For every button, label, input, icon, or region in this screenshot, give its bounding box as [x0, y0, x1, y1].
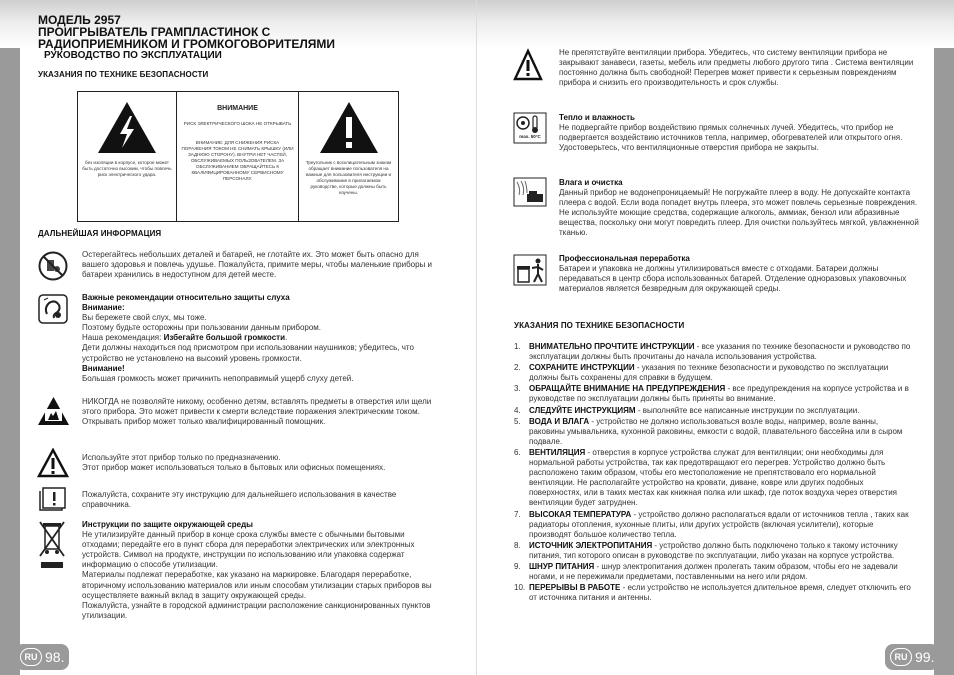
hearing-title: Важные рекомендации относительно защиты слуха [82, 293, 290, 302]
weee-bin-icon [38, 520, 66, 570]
recycle-title: Профессиональная переработка [559, 254, 690, 263]
safety-list-item [514, 406, 916, 416]
list-item-text: - указания по технике безопасности и руководство по эксплуатации должны быть сохранены для справки в будущем. [529, 363, 889, 383]
safety-list-item [514, 384, 916, 404]
list-item-text: - отверстия в корпусе устройства служат для вентиляции; они необходимы для нормальной работы устройства, так как предотвращают его перегрев. Устройство должно быть расположено таким образом, чтобы его местоположение не препятствовало его нормальной вентиляции. Не располагайте устройство на кровати, диване, ковре или других подобных поверхностях, или в таких местах как книжная полка или шкаф, где поток воздуха через отверстия вентиляции будет затруднен. [529, 447, 897, 508]
small-parts-text: Остерегайтесь небольших деталей и батарей, не глотайте их. Это может быть опасно для вашего здоровья и повлечь удушье. Пожалуйста, примите меры, чтобы маленькие приборы и батареи хранились в недоступном для детей месте. [82, 250, 432, 280]
no-insert-text: НИКОГДА не позволяйте никому, особенно детям, вставлять предметы в отверстия или щели этого прибора. Это может привести к смерти вследствие поражения электрическим током. Открывать прибор может только квалифицированный помощник. [82, 397, 432, 427]
list-item-number: 8. [514, 540, 521, 550]
right-side-bar [934, 48, 954, 675]
language-badge: RU [890, 648, 912, 666]
title-block [38, 14, 335, 61]
list-item-number: 7. [514, 509, 521, 519]
safety-list-item [514, 541, 916, 561]
list-item-number: 6. [514, 447, 521, 457]
hearing-text-1: Вы бережете свой слух, мы тоже. [82, 313, 207, 323]
list-item-title: ШНУР ПИТАНИЯ [529, 561, 595, 571]
list-item-number: 1. [514, 342, 521, 351]
hearing-text-2: Поэтому будьте осторожны при пользовании данным прибором. [82, 323, 322, 333]
environment-title: Инструкции по защите окружающей среды [82, 520, 253, 529]
warning-col-electric [78, 92, 176, 221]
page-number: 99. [915, 649, 935, 665]
list-item-text: - если устройство не используется длительное время, следует отключить его от источника питания и антенны. [529, 583, 911, 603]
recycling-icon [513, 254, 547, 286]
heat-block [559, 113, 919, 153]
manual-subtitle: РУКОВОДСТВО ПО ЭКСПЛУАТАЦИИ [44, 50, 222, 61]
hearing-icon [38, 294, 68, 324]
moisture-text: Данный прибор не водонепроницаемый! Не погружайте плеер в воду. Не допускайте контакта плеера с водой. Если вода попадет внутрь плеера, это может повлечь серьезные повреждения. Не используйте моющие средства, содержащие алкоголь, аммиак, бензол или абразивные вещества, поскольку они могут повредить плеер. Для очистки пользуйтесь мягкой, увлажненной тканью. [559, 188, 919, 238]
hearing-text-4: Дети должны находиться под присмотром при использовании наушников; убедитесь, что устройство не установлено на высокий уровень громкости. [82, 343, 414, 363]
recycle-block [559, 254, 919, 294]
safety-list-item [514, 342, 916, 362]
warning-col-center [176, 92, 298, 221]
list-item-title: СОХРАНИТЕ ИНСТРУКЦИИ [529, 363, 635, 373]
environment-block [82, 520, 432, 621]
safety-list-item [514, 417, 916, 447]
page-number: 98. [45, 649, 65, 665]
list-item-number: 5. [514, 416, 521, 426]
further-info-heading: ДАЛЬНЕЙШАЯ ИНФОРМАЦИЯ [38, 229, 162, 238]
page-number-left [15, 644, 69, 670]
heat-title: Тепло и влажность [559, 113, 635, 122]
safety-heading: УКАЗАНИЯ ПО ТЕХНИКЕ БЕЗОПАСНОСТИ [38, 70, 209, 79]
warning-col-attention [298, 92, 398, 221]
list-item-number: 9. [514, 561, 521, 571]
list-item-title: ПЕРЕРЫВЫ В РАБОТЕ [529, 583, 621, 593]
list-item-title: СЛЕДУЙТЕ ИНСТРУКЦИЯМ [529, 405, 636, 415]
caution-icon [513, 48, 543, 82]
list-item-text: - все указания по технике безопасности и руководство по эксплуатации должны быть прочитаны до начала использования устройства. [529, 342, 911, 362]
model-title: МОДЕЛЬ 2957 [38, 13, 121, 27]
hearing-recommendation: Избегайте большой громкости [163, 333, 285, 343]
manual-icon [37, 487, 69, 513]
warning-risk-text: РИСК ЭЛЕКТРИЧЕСКОГО ШОКА НЕ ОТКРЫВАТЬ [183, 121, 292, 126]
warning-left-text: без изоляции в корпусе, которое может быть достаточно высоким, чтобы повлечь риск электрического удара. [82, 160, 172, 177]
safety-heading-right: УКАЗАНИЯ ПО ТЕХНИКЕ БЕЗОПАСНОСТИ [514, 321, 685, 330]
no-insert-icon [37, 396, 70, 426]
heat-text: Не подвергайте прибор воздействию прямых солнечных лучей. Убедитесь, что прибор не подвергается воздействию источников тепла, например, обогревателей или открытого огня. Удостоверьтесь, что вентиляционные отверстия прибора не закрыты. [559, 123, 903, 153]
heat-icon-label: max. 50°C [519, 134, 541, 139]
hearing-attention-2: Внимание! [82, 363, 125, 373]
safety-list-item [514, 510, 916, 540]
high-voltage-icon [96, 100, 158, 155]
language-badge: RU [20, 648, 42, 666]
list-item-number: 10. [514, 583, 526, 593]
product-title-line1: ПРОИГРЫВАТЕЛЬ ГРАМПЛАСТИНОК С [38, 25, 271, 39]
list-item-title: ОБРАЩАЙТЕ ВНИМАНИЕ НА ПРЕДУПРЕЖДЕНИЯ [529, 384, 726, 394]
hearing-text-5: Большая громкость может причинить непоправимый ущерб слуху детей. [82, 373, 354, 383]
hearing-recommendation-label: Наша рекомендация: [82, 333, 162, 343]
caution-icon [37, 448, 69, 478]
list-item-number: 2. [514, 363, 521, 373]
warning-center-text: ВНИМАНИЕ: ДЛЯ СНИЖЕНИЯ РИСКА ПОРАЖЕНИЯ ТОКОМ НЕ СНИМАТЬ КРЫШКУ (ИЛИ ЗАДНЮЮ СТОРОНУ). ВНУТРИ НЕТ ЧАСТЕЙ, ОБСЛУЖИВАЕМЫХ ПОЛЬЗОВАТЕЛЕМ. ЗА ОБСЛУЖИВАНИЕМ ОБРАЩАЙТЕСЬ К КВАЛИФИЦИРОВАННОМУ СЕРВИСНОМУ ПЕРСОНАЛУ. [181, 140, 294, 181]
exclamation-icon [318, 100, 380, 155]
moisture-block [559, 178, 919, 239]
hearing-block: Важные рекомендации относительно защиты слуха Внимание: Вы бережете свой слух, мы тоже. Поэтому будьте осторожны при пользовании данным прибором. Наша рекомендация: Избегайте большой громкости. Дети должны находиться под присмотром при использовании наушников; убедитесь, что устройство не установлено на высокий уровень громкости. Внимание! Большая громкость может причинить непоправимый ущерб слуху детей. [82, 293, 438, 384]
keep-manual-text: Пожалуйста, сохраните эту инструкцию для дальнейшего использования в качестве справочника. [82, 490, 397, 510]
list-item-title: ВНИМАТЕЛЬНО ПРОЧТИТЕ ИНСТРУКЦИИ [529, 342, 695, 351]
safety-list-item [514, 583, 916, 603]
list-item-title: ВОДА И ВЛАГА [529, 416, 590, 426]
safety-list-item [514, 562, 916, 582]
product-title-line2: РАДИОПРИЕМНИКОМ И ГРОМКОГОВОРИТЕЛЯМИ [38, 37, 336, 51]
water-spray-icon [513, 177, 547, 207]
ventilation-text: Не препятствуйте вентиляции прибора. Убедитесь, что систему вентиляции прибора не закрывают занавеси, газеты, мебель или предметы любого другого типа . Система вентиляции постоянно должна быть свободной! Перегрев может привести к серьезным повреждениям прибора и снизить его производительность и срок службы. [559, 48, 914, 88]
hearing-attention: Внимание: [82, 303, 125, 313]
environment-text: Не утилизируйте данный прибор в конце срока службы вместе с обычными бытовыми отходами; передайте его в пункт сбора для переработки электрических или электронных устройств. Символ на продукте, инструкции по использованию или упаковка содержат информацию о способе утилизации. Материалы подлежат переработке, как указано на маркировке. Благодаря переработке, вторичному использованию материалов или иным способам утилизации старых приборов вы осуществляете важный вклад в защиту окружающей среды. Пожалуйста, узнайте в городской администрации расположение санкционированных пунктов утилизации. [82, 530, 432, 620]
warning-title: ВНИМАНИЕ [217, 105, 258, 112]
header-band [477, 0, 954, 48]
list-item-title: ВЫСОКАЯ ТЕМПЕРАТУРА [529, 509, 632, 519]
list-item-text: - все предупреждения на корпусе устройства и в руководстве по эксплуатации должны быть приняты во внимание. [529, 384, 909, 404]
safety-instructions-list [514, 342, 916, 604]
list-item-text: - выполняйте все написанные инструкции по эксплуатации. [635, 405, 860, 415]
list-item-title: ИСТОЧНИК ЭЛЕКТРОПИТАНИЯ [529, 540, 653, 550]
list-item-text: - устройство не должно использоваться возле воды, например, возле ванны, раковины умывальника, кухонной раковины, емкости с водой, плавательного бассейна или в сыром подвале. [529, 416, 903, 446]
page-number-right [885, 644, 939, 670]
safety-list-item [514, 448, 916, 509]
small-parts-icon [38, 251, 68, 281]
list-item-number: 4. [514, 405, 521, 415]
intended-use-text: Используйте этот прибор только по предназначению. Этот прибор может использоваться только в бытовых или офисных помещениях. [82, 453, 386, 473]
list-item-number: 3. [514, 384, 521, 394]
list-item-text: - устройство должно располагаться вдали от источников тепла , таких как радиаторы отопления, кухонные плиты, или других устройств (включая усилители), которые производят большое количество тепла. [529, 509, 909, 539]
left-side-bar [0, 48, 20, 675]
warning-right-text: Треугольник с восклицательным знаком обращает внимание пользователя на важные для пользователя инструкции и обслуживание в прилагаемом руководстве, которые должны быть изучены. [305, 160, 392, 195]
warning-box [77, 91, 399, 222]
list-item-text: - шнур электропитания должен пролегать таким образом, чтобы его не задевали ногами, и не пережимали предметами, поставленными на него или рядом. [529, 561, 898, 582]
recycle-text: Батареи и упаковка не должны утилизироваться вместе с отходами. Батареи должны передаваться в центр сбора использованных батарей. Отделение одноразовых упаковочных материалов является безвредным для окружающей среды. [559, 264, 907, 294]
list-item-text: - устройство должно быть подключено только к такому источнику питания, тип которого описан в руководстве по эксплуатации, либо указан на корпусе устройства. [529, 540, 898, 560]
list-item-title: ВЕНТИЛЯЦИЯ [529, 447, 586, 457]
thermometer-icon [513, 112, 547, 144]
safety-list-item [514, 363, 916, 383]
moisture-title: Влага и очистка [559, 178, 623, 187]
